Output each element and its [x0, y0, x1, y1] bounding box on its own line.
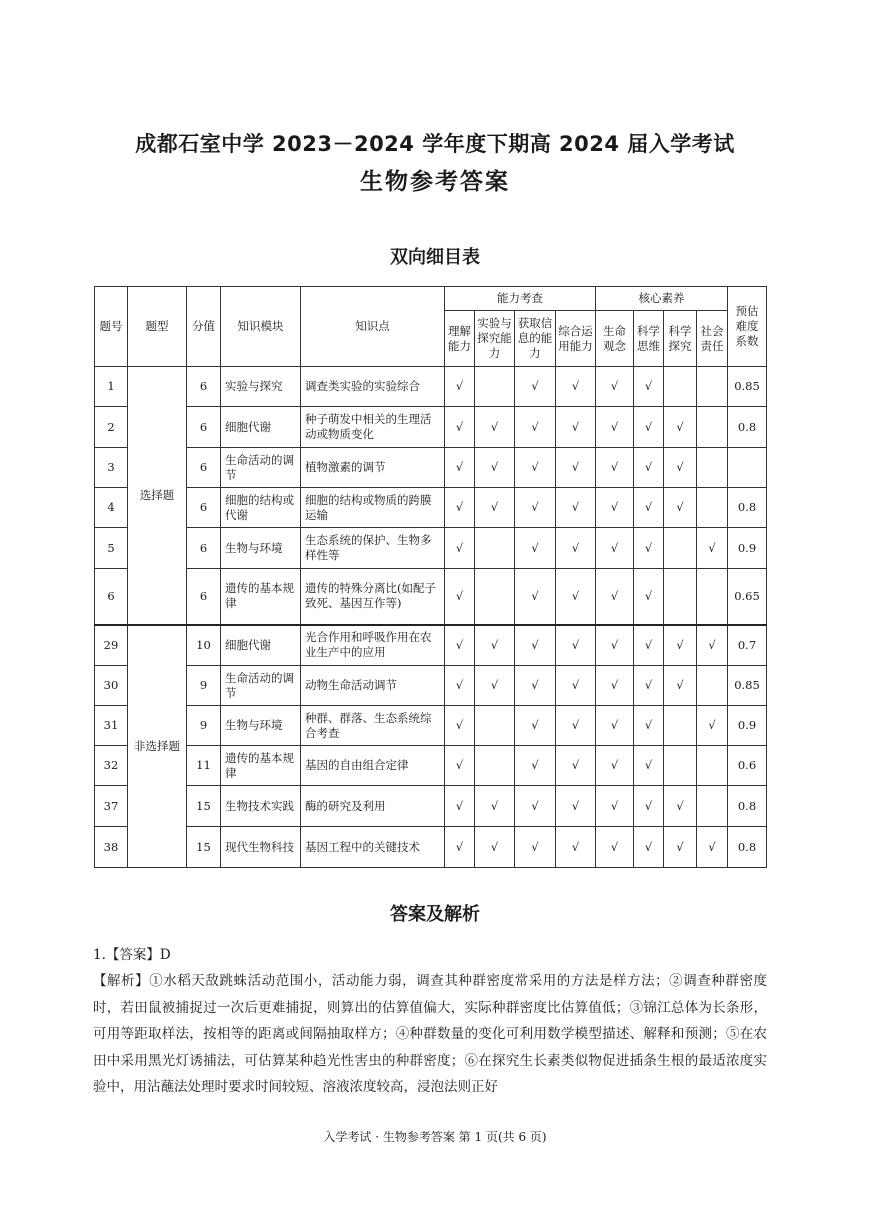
specification-table	[94, 286, 767, 868]
cell-empty	[697, 367, 728, 407]
header-ability-1: 理解能力	[445, 311, 475, 367]
check-mark: √	[634, 786, 664, 827]
cell-type: 选择题	[128, 367, 187, 625]
cell-point: 动物生命活动调节	[301, 666, 445, 706]
header-row	[95, 287, 767, 311]
document-title: 成都石室中学 2023－2024 学年度下期高 2024 届入学考试	[135, 132, 735, 156]
cell-score: 9	[187, 706, 221, 746]
cell-score: 15	[187, 786, 221, 827]
cell-empty	[664, 569, 697, 625]
check-mark: √	[475, 786, 515, 827]
table-body	[95, 367, 767, 868]
cell-score: 10	[187, 625, 221, 666]
cell-module: 细胞的结构或代谢	[221, 488, 301, 528]
check-mark: √	[664, 625, 697, 666]
cell-difficulty: 0.8	[728, 488, 767, 528]
cell-difficulty: 0.6	[728, 746, 767, 786]
check-mark: √	[556, 666, 596, 706]
answers-title: 答案及解析	[390, 904, 480, 925]
cell-score: 15	[187, 827, 221, 868]
cell-no: 30	[95, 666, 128, 706]
check-mark: √	[664, 407, 697, 448]
check-mark: √	[475, 407, 515, 448]
check-mark: √	[445, 528, 475, 569]
header-point: 知识点	[301, 287, 445, 367]
cell-no: 37	[95, 786, 128, 827]
cell-difficulty: 0.65	[728, 569, 767, 625]
document-subtitle: 生物参考答案	[360, 169, 510, 195]
check-mark: √	[475, 448, 515, 488]
cell-point: 遗传的特殊分离比(如配子致死、基因互作等)	[301, 569, 445, 625]
check-mark: √	[556, 528, 596, 569]
cell-empty	[664, 367, 697, 407]
check-mark: √	[515, 367, 556, 407]
check-mark: √	[515, 448, 556, 488]
header-core-1: 生命观念	[596, 311, 634, 367]
cell-module: 生物与环境	[221, 528, 301, 569]
cell-type: 非选择题	[128, 625, 187, 868]
cell-empty	[475, 367, 515, 407]
check-mark: √	[634, 827, 664, 868]
table-row	[95, 666, 767, 706]
check-mark: √	[515, 625, 556, 666]
check-mark: √	[634, 488, 664, 528]
header-ability-2: 实验与探究能力	[475, 311, 515, 367]
cell-module: 生物技术实践	[221, 786, 301, 827]
cell-module: 生命活动的调节	[221, 666, 301, 706]
cell-score: 6	[187, 528, 221, 569]
cell-no: 3	[95, 448, 128, 488]
cell-point: 光合作用和呼吸作用在农业生产中的应用	[301, 625, 445, 666]
check-mark: √	[445, 407, 475, 448]
check-mark: √	[697, 706, 728, 746]
check-mark: √	[596, 448, 634, 488]
cell-empty	[664, 706, 697, 746]
cell-empty	[664, 746, 697, 786]
cell-difficulty: 0.85	[728, 666, 767, 706]
page-footer: 入学考试 · 生物参考答案 第 1 页(共 6 页)	[323, 1130, 547, 1144]
cell-point: 基因的自由组合定律	[301, 746, 445, 786]
cell-no: 2	[95, 407, 128, 448]
check-mark: √	[634, 448, 664, 488]
header-core: 核心素养	[596, 287, 728, 311]
cell-module: 细胞代谢	[221, 625, 301, 666]
check-mark: √	[596, 569, 634, 625]
cell-empty	[697, 786, 728, 827]
check-mark: √	[445, 746, 475, 786]
cell-no: 5	[95, 528, 128, 569]
check-mark: √	[556, 625, 596, 666]
check-mark: √	[556, 367, 596, 407]
check-mark: √	[664, 488, 697, 528]
cell-difficulty: 0.85	[728, 367, 767, 407]
check-mark: √	[664, 448, 697, 488]
check-mark: √	[445, 367, 475, 407]
cell-point: 种群、群落、生态系统综合考查	[301, 706, 445, 746]
cell-no: 31	[95, 706, 128, 746]
check-mark: √	[556, 569, 596, 625]
cell-no: 29	[95, 625, 128, 666]
table-row	[95, 827, 767, 868]
check-mark: √	[664, 666, 697, 706]
check-mark: √	[596, 827, 634, 868]
check-mark: √	[445, 625, 475, 666]
check-mark: √	[596, 666, 634, 706]
check-mark: √	[596, 625, 634, 666]
check-mark: √	[515, 827, 556, 868]
cell-empty	[697, 746, 728, 786]
check-mark: √	[697, 827, 728, 868]
check-mark: √	[596, 407, 634, 448]
header-core-3: 科学探究	[664, 311, 697, 367]
table-row	[95, 448, 767, 488]
cell-empty	[697, 569, 728, 625]
header-ability-3: 获取信息的能力	[515, 311, 556, 367]
check-mark: √	[475, 827, 515, 868]
check-mark: √	[515, 407, 556, 448]
check-mark: √	[697, 625, 728, 666]
check-mark: √	[596, 706, 634, 746]
check-mark: √	[445, 706, 475, 746]
check-mark: √	[634, 367, 664, 407]
check-mark: √	[475, 488, 515, 528]
cell-point: 基因工程中的关键技术	[301, 827, 445, 868]
check-mark: √	[556, 488, 596, 528]
check-mark: √	[556, 827, 596, 868]
check-mark: √	[475, 666, 515, 706]
check-mark: √	[515, 706, 556, 746]
cell-no: 6	[95, 569, 128, 625]
cell-module: 遗传的基本规律	[221, 746, 301, 786]
check-mark: √	[515, 488, 556, 528]
check-mark: √	[556, 706, 596, 746]
cell-point: 生态系统的保护、生物多样性等	[301, 528, 445, 569]
header-ability-4: 综合运用能力	[556, 311, 596, 367]
check-mark: √	[445, 786, 475, 827]
cell-score: 6	[187, 488, 221, 528]
cell-difficulty: 0.7	[728, 625, 767, 666]
cell-difficulty: 0.8	[728, 407, 767, 448]
cell-module: 实验与探究	[221, 367, 301, 407]
check-mark: √	[596, 528, 634, 569]
header-score: 分值	[187, 287, 221, 367]
table-row	[95, 786, 767, 827]
check-mark: √	[634, 528, 664, 569]
cell-point: 调查类实验的实验综合	[301, 367, 445, 407]
check-mark: √	[556, 448, 596, 488]
check-mark: √	[475, 625, 515, 666]
table-row	[95, 746, 767, 786]
cell-no: 32	[95, 746, 128, 786]
check-mark: √	[556, 746, 596, 786]
cell-empty	[475, 706, 515, 746]
cell-score: 6	[187, 367, 221, 407]
check-mark: √	[634, 625, 664, 666]
cell-empty	[697, 488, 728, 528]
header-core-4: 社会责任	[697, 311, 728, 367]
cell-empty	[697, 448, 728, 488]
check-mark: √	[664, 827, 697, 868]
cell-difficulty: 0.8	[728, 827, 767, 868]
cell-difficulty: 0.8	[728, 786, 767, 827]
check-mark: √	[556, 786, 596, 827]
cell-score: 6	[187, 569, 221, 625]
header-core-2: 科学思维	[634, 311, 664, 367]
check-mark: √	[596, 367, 634, 407]
cell-point: 植物激素的调节	[301, 448, 445, 488]
cell-module: 遗传的基本规律	[221, 569, 301, 625]
table-row	[95, 706, 767, 746]
table-row	[95, 488, 767, 528]
cell-empty	[475, 746, 515, 786]
cell-point: 酶的研究及利用	[301, 786, 445, 827]
cell-score: 11	[187, 746, 221, 786]
header-difficulty: 预估难度系数	[728, 287, 767, 367]
table-row	[95, 367, 767, 407]
cell-difficulty: 0.9	[728, 706, 767, 746]
cell-empty	[664, 528, 697, 569]
cell-score: 6	[187, 407, 221, 448]
table-row	[95, 407, 767, 448]
cell-difficulty	[728, 448, 767, 488]
cell-no: 4	[95, 488, 128, 528]
table-row	[95, 569, 767, 625]
check-mark: √	[515, 666, 556, 706]
check-mark: √	[556, 407, 596, 448]
check-mark: √	[515, 786, 556, 827]
cell-empty	[475, 569, 515, 625]
cell-point: 细胞的结构或物质的跨膜运输	[301, 488, 445, 528]
check-mark: √	[664, 786, 697, 827]
check-mark: √	[445, 488, 475, 528]
cell-empty	[697, 407, 728, 448]
table-row	[95, 528, 767, 569]
check-mark: √	[445, 827, 475, 868]
cell-empty	[697, 666, 728, 706]
header-ability: 能力考查	[445, 287, 596, 311]
check-mark: √	[697, 528, 728, 569]
cell-no: 1	[95, 367, 128, 407]
check-mark: √	[634, 407, 664, 448]
cell-point: 种子萌发中相关的生理活动或物质变化	[301, 407, 445, 448]
table-title: 双向细目表	[390, 247, 480, 268]
cell-score: 9	[187, 666, 221, 706]
cell-module: 现代生物科技	[221, 827, 301, 868]
check-mark: √	[634, 706, 664, 746]
cell-no: 38	[95, 827, 128, 868]
q1-answer: 1.【答案】D	[93, 947, 171, 963]
check-mark: √	[596, 488, 634, 528]
check-mark: √	[515, 746, 556, 786]
header-module: 知识模块	[221, 287, 301, 367]
check-mark: √	[445, 666, 475, 706]
q1-analysis: 【解析】①水稻天敌跳蛛活动范围小，活动能力弱，调查其种群密度常采用的方法是样方法；②调查种群密度时，若田鼠被捕捉过一次后更难捕捉，则算出的估算值偏大，实际种群密度比估算值低；③锦江总体为长条形，可用等距取样法，按相等的距离或间隔抽取样方；④种群数量的变化可利用数学模型描述、解释和预测；⑤在农田中采用黑光灯诱捕法，可估算某种趋光性害虫的种群密度；⑥在探究生长素类似物促进插条生根的最适浓度实验中，用沾蘸法处理时要求时间较短、溶液浓度较高，浸泡法则正好	[93, 973, 767, 1095]
check-mark: √	[445, 448, 475, 488]
cell-score: 6	[187, 448, 221, 488]
check-mark: √	[634, 746, 664, 786]
cell-module: 生命活动的调节	[221, 448, 301, 488]
table-row	[95, 625, 767, 666]
check-mark: √	[634, 666, 664, 706]
cell-empty	[475, 528, 515, 569]
cell-module: 生物与环境	[221, 706, 301, 746]
check-mark: √	[515, 569, 556, 625]
cell-module: 细胞代谢	[221, 407, 301, 448]
check-mark: √	[634, 569, 664, 625]
check-mark: √	[596, 786, 634, 827]
cell-difficulty: 0.9	[728, 528, 767, 569]
check-mark: √	[515, 528, 556, 569]
check-mark: √	[445, 569, 475, 625]
header-type: 题型	[128, 287, 187, 367]
check-mark: √	[596, 746, 634, 786]
header-no: 题号	[95, 287, 128, 367]
